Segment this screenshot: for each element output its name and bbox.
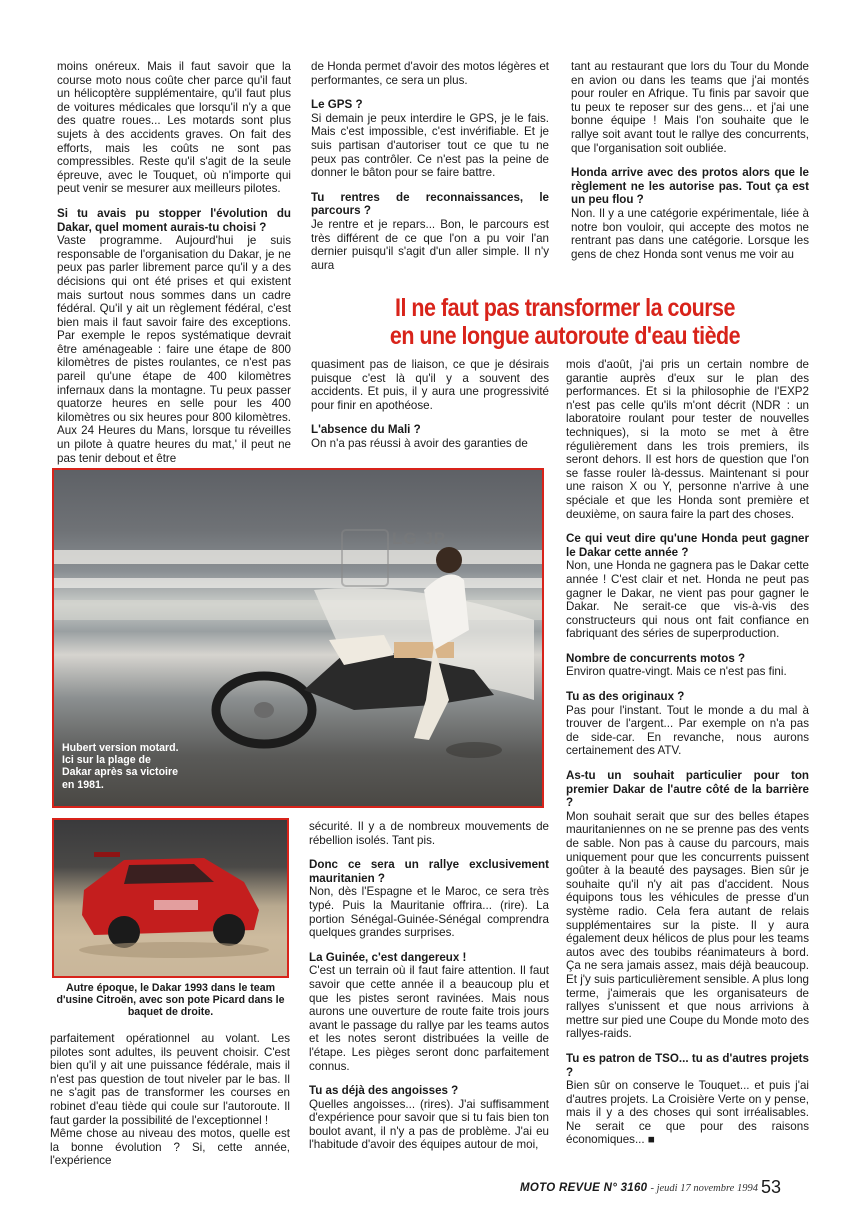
watermark: LG JP <box>392 529 447 548</box>
paragraph: Environ quatre-vingt. Mais ce n'est pas fini. <box>566 665 787 679</box>
paragraph: Pas pour l'instant. Tout le monde a du mal à trouver de l'argent... Par exemple on n'a pas de side-car. En revanche, nous aurons certainement des ATV. <box>566 703 809 758</box>
question-heading: Tu rentres de reconnaissances, le parcours ? <box>311 190 549 218</box>
column-2-bottom <box>309 820 549 1152</box>
paragraph: parfaitement opérationnel au volant. Les pilotes sont adultes, ils peuvent choisir. C'est bien qu'il y ait une puissance fédérale, mais il n'est pas question de tout niveler par le bas. Il ne s'agit pas de transformer les courses en robinet d'eau tiède qui coule sur l'autoroute. Il faut garder la possibilité de l'exceptionnel ! <box>50 1032 290 1127</box>
question-heading: Nombre de concurrents motos ? <box>566 651 746 665</box>
paragraph: tant au restaurant que lors du Tour du Monde en avion ou dans les teams que j'ai montés pour rouler en Afrique. Tu finis par savoir que tu peux te reposer sur des gens... et j'ai une bonne équipe ! Mais l'on souhaite que le rallye soit avant tout le rallye des concurrents, que l'organisation soit oubliée. <box>571 60 809 155</box>
paragraph: Si demain je peux interdire le GPS, je le fais. Mais c'est impossible, c'est invérifiable. Et je suis partisan d'autoriser tout ce que tu ne peux pas contrôler. Ce n'est pas la peine de donner le bâton pour se faire battre. <box>311 111 549 180</box>
paragraph: C'est un terrain où il faut faire attention. Il faut savoir que cette année il a beaucoup plu et que les pistes seront ravinées. Mais nous aurons une ouverture de route faite trois jours avant le passage du rallye par les teams autos et les notes seront distribuées la veille de l'étape. Les pièges seront donc parfaitement connus. <box>309 964 549 1073</box>
paragraph: quasiment pas de liaison, ce que je désirais puisque c'est là qu'il y a souvent des accidents. Et puis, il y aura une progressivité pour finir en apothéose. <box>311 358 549 412</box>
question-heading: L'absence du Mali ? <box>311 423 421 437</box>
paragraph: de Honda permet d'avoir des motos légères et performantes, ce sera un plus. <box>311 60 549 87</box>
column-3-top <box>571 60 809 261</box>
page-number: 53 <box>761 1177 782 1197</box>
question-heading: Donc ce sera un rallye exclusivement mauritanien ? <box>309 858 549 885</box>
paragraph: Non, dès l'Espagne et le Maroc, ce sera très typé. Puis la Mauritanie offrira... (rire). La portion Sénégal-Guinée-Sénégal comprendra quelques grandes surprises. <box>309 885 549 940</box>
pull-quote <box>363 294 767 350</box>
end-mark-icon: ■ <box>647 1133 655 1147</box>
question-heading: Tu es patron de TSO... tu as d'autres projets ? <box>566 1051 809 1079</box>
question-heading: Ce qui veut dire qu'une Honda peut gagner le Dakar cette année ? <box>566 532 809 559</box>
column-2-middle <box>311 358 549 451</box>
paragraph: Vaste programme. Aujourd'hui je suis responsable de l'organisation du Dakar, je ne peux pas parler librement parce qu'il y a des décisions qui ont été prises et qui existent mais surtout nous sommes dans un cadre fédéral. Qu'il y ait un règlement fédéral, c'est bien mais il faut savoir faire des exceptions. Par exemple le repos systématique devrait être aménageable : faire une étape de 800 kilomètres de pistes roulantes, ce n'est pas pareil qu'une étape de 400 kilomètres infernaux dans la montagne. Tu peux passer quatorze heures en selle pour les 400 kilomètres ou six heures pour 800 kilomètres. Aux 24 Heures du Mans, lorsque tu réveilles un pilote à quatre heures du mat,' il peut ne pas tenir debout et être <box>57 234 291 465</box>
pull-quote-line: Il ne faut pas transformer la course <box>395 294 735 322</box>
pull-quote-line: en une longue autoroute d'eau tiède <box>389 322 741 350</box>
magazine-name: MOTO REVUE N° 3160 <box>520 1182 648 1194</box>
paragraph: mois d'août, j'ai pris un certain nombre de garantie auprès d'eux sur le plan des performances. Et si la philosophie de l'EXP2 n'est pas celle qu'ils m'ont décrit (NDR : un laboratoire roulant pour tester de nouvelles techniques), si la moto se met à être régulièrement dans les trois premiers, ils seront dehors. Il est hors de question que l'on se fasse rouler là-dessus. Maintenant si pour une raison X ou Y, personne n'arrive à une spéciale et que les Honda sont première et deuxième, on saura faire la part des choses. <box>566 358 809 521</box>
question-heading: Honda arrive avec des protos alors que le règlement ne les autorise pas. Tout ça est un peu flou ? <box>571 166 809 207</box>
photo-caption-1: Hubert version motard. Ici sur la plage de Dakar après sa victoire en 1981. <box>62 742 179 791</box>
paragraph: Quelles angoisses... (rires). J'ai suffisamment d'expérience pour savoir que si tu fais bien ton boulot avant, il n'y a pas de problème. J'ai eu l'habitude d'avoir des équipes autour de moi, <box>309 1097 549 1152</box>
question-heading: Si tu avais pu stopper l'évolution du Dakar, quel moment aurais-tu choisi ? <box>57 206 291 234</box>
paragraph: Même chose au niveau des motos, quelle est la bonne évolution ? Si, cette année, l'expérience <box>50 1127 290 1168</box>
column-2-top <box>311 60 549 272</box>
paragraph: On n'a pas réussi à avoir des garanties de <box>311 436 528 450</box>
paragraph-text: Bien sûr on conserve le Touquet... et puis j'ai d'autres projets. La Croisière Verte on y pense, mais il y a des choses qui sont irréalisables. Ne serait ce que pour des raisons économiques... <box>566 1079 809 1147</box>
paragraph: Je rentre et je repars... Bon, le parcours est très différent de ce que l'on a pu voir l'an dernier puisqu'il s'agit d'un aller simple. Il n'y aura <box>311 217 549 272</box>
paragraph: Mon souhait serait que sur des belles étapes mauritaniennes on ne se prenne pas des vents de sable. Non pas à cause du parcours, mais uniquement pour que les concurrents puissent goûter à la beauté des paysages. Bien sûr je souhaite qu'il n'y ait pas d'accident. Nous équipons tous les véhicules de presse d'un système radio. Cela fera autant de relais supplémentaires sur la piste. Il y aura également deux hélicos de plus pour les teams autos avec des toubibs réanimateurs à bord. Ça ne sera jamais assez, mais déjà beaucoup. Et j'y suis particulièrement sensible. A plus long terme, j'aimerais que les organisateurs de rallyes s'unissent et que nous arrivions à mettre sur pied une Coupe du Monde moto des rallyes-raids. <box>566 809 809 1041</box>
question-heading: Le GPS ? <box>311 98 363 112</box>
paragraph: Non, une Honda ne gagnera pas le Dakar cette année ! C'est clair et net. Honda ne peut pas gagner le Dakar, ne vient pas pour gagner le Dakar. Ne serait-ce que vis-à-vis des constructeurs qui nous ont fait confiance en fabriquant des séries de superproduction. <box>566 559 809 641</box>
column-3-main <box>566 358 809 1147</box>
paragraph: Non. Il y a une catégorie expérimentale, liée à notre bon vouloir, qui accepte des motos ne rentrant pas dans une catégorie. Lorsque les gens de chez Honda sont venus me voir au <box>571 206 809 261</box>
question-heading: As-tu un souhait particulier pour ton premier Dakar de l'autre côté de la barrière ? <box>566 769 809 810</box>
photo-caption-2: Autre époque, le Dakar 1993 dans le team d'usine Citroën, avec son pote Picard dans le baquet de droite. <box>56 982 285 1018</box>
paragraph <box>566 1079 809 1147</box>
column-1-top <box>57 60 291 465</box>
question-heading: La Guinée, c'est dangereux ! <box>309 950 467 964</box>
question-heading: Tu as déjà des angoisses ? <box>309 1084 459 1098</box>
question-heading: Tu as des originaux ? <box>566 690 685 704</box>
column-1-bottom <box>50 1032 290 1168</box>
photo-rally-car <box>52 818 289 978</box>
page-footer <box>520 1177 820 1199</box>
paragraph: moins onéreux. Mais il faut savoir que la course moto nous coûte cher parce qu'il faut un hélicoptère supplémentaire, qu'il faut plus de voitures médicales que lorsqu'il n'y a que des quatre roues... Les motards sont plus sujets à des accidents graves. On fait des efforts, mais les coûts ne sont pas compressibles. Reste qu'il s'agit de la seule épreuve, avec le Touquet, où n'importe qui peut venir se mesurer aux meilleurs pilotes. <box>57 60 291 196</box>
paragraph: sécurité. Il y a de nombreux mouvements de rébellion isolés. Tant pis. <box>309 820 549 847</box>
issue-date: - jeudi 17 novembre 1994 <box>650 1183 758 1194</box>
photo-motorcycle-beach <box>52 468 544 808</box>
photo-rally-car-illustration <box>54 820 287 976</box>
